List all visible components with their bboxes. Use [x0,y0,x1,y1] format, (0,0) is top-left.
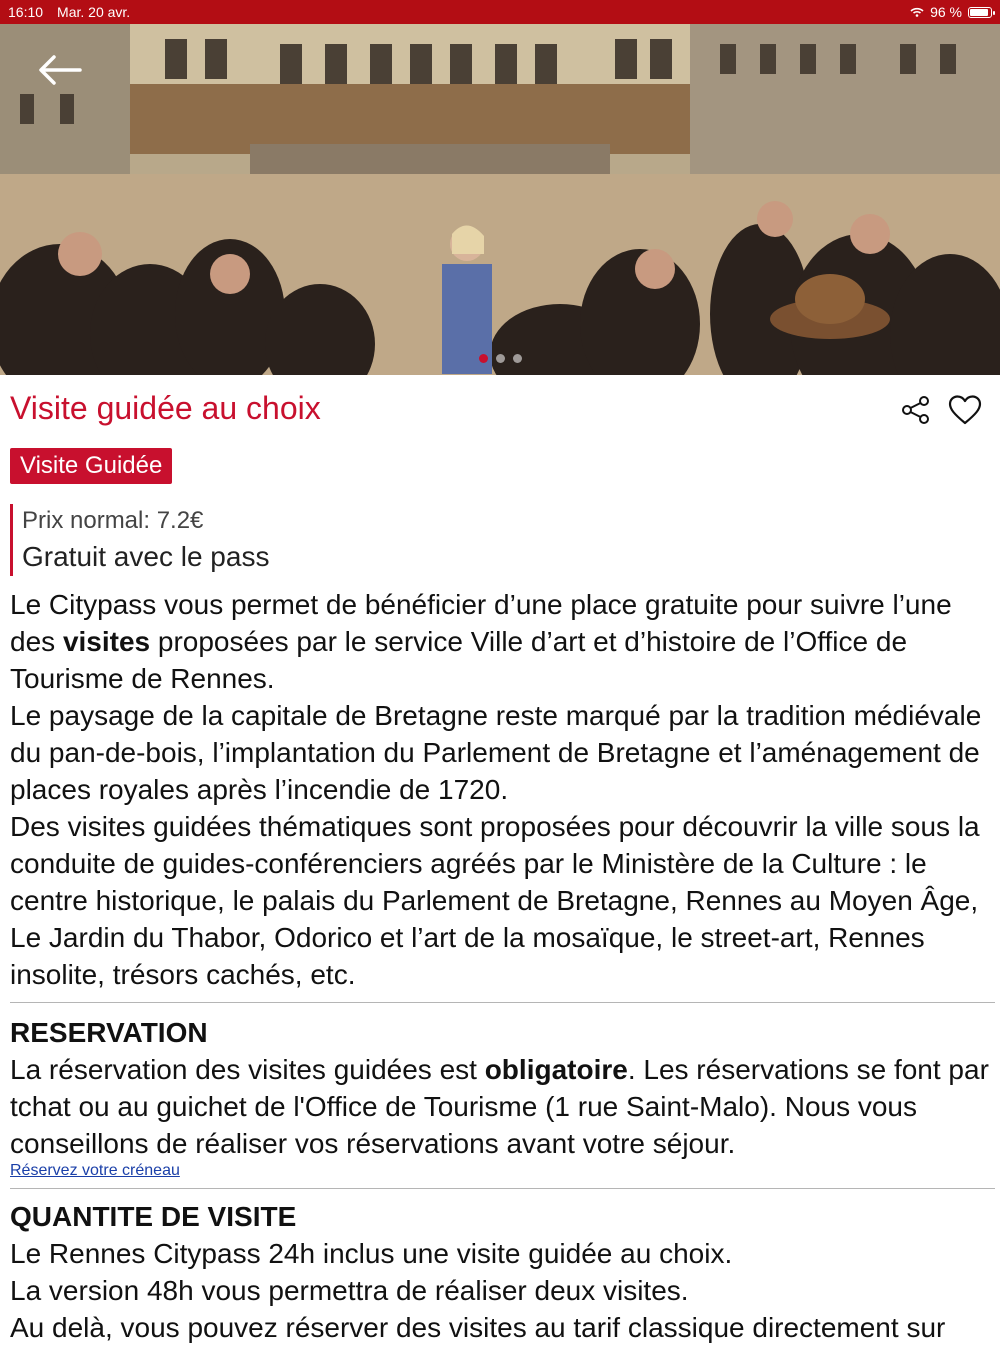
divider [10,1188,995,1189]
description-content [10,586,995,1346]
quantity-line2: La version 48h vous permettra de réaliser deux visites. [10,1275,689,1306]
price-pass: Gratuit avec le pass [22,541,270,572]
page-title: Visite guidée au choix [10,390,321,426]
status-time: 16:10 [8,4,44,20]
status-right [910,4,992,20]
reservation-text-start: La réservation des visites guidées est [10,1054,485,1085]
reserve-slot-link[interactable]: Réservez votre créneau [10,1162,180,1179]
battery-icon [968,7,992,18]
wifi-icon [910,7,924,17]
hero-scene [0,24,1000,375]
heart-icon[interactable] [948,394,982,426]
description-p1-text: Le Citypass vous permet de bénéficier d’une place gratuite pour suivre l’une des [10,589,952,657]
share-icon[interactable] [900,394,932,426]
carousel-dot[interactable] [479,354,488,363]
reservation-text-bold: obligatoire [484,1054,628,1085]
description-p1-text-end: proposées par le service Ville d’art et d’histoire de l’Office de Tourisme de Rennes. [10,626,908,694]
carousel-dot[interactable] [513,354,522,363]
status-date: Mar. 20 avr. [57,4,131,20]
divider [10,1002,995,1003]
description-p3: Des visites guidées thématiques sont proposées pour découvrir la ville sous la conduite de guides-conférenciers agréés par le Ministère de la Culture : le centre historique, le palais du Parlement de Bretagne, Rennes au Moyen Âge, Le Jardin du Thabor, Odorico et l’art de la mosaïque, le street-art, Rennes insolite, trésors cachés, etc. [10,811,980,990]
status-bar [0,0,1000,24]
carousel-dots[interactable] [0,354,1000,363]
quantity-line3: Au delà, vous pouvez réserver des visites au tarif classique directement sur [10,1312,946,1343]
category-badge: Visite Guidée [10,448,172,484]
reservation-text-end: . Les réservations se font par tchat ou au guichet de l'Office de Tourisme (1 rue Saint-Malo). Nous vous conseillons de réaliser vos réservations avant votre séjour. [10,1054,989,1159]
carousel-dot[interactable] [496,354,505,363]
description-p2: Le paysage de la capitale de Bretagne reste marqué par la tradition médiévale du pan-de-bois, l’implantation du Parlement de Bretagne et l’aménagement de places royales après l’incendie de 1720. [10,700,982,805]
quantity-heading: QUANTITE DE VISITE [10,1201,297,1232]
reservation-heading: RESERVATION [10,1017,208,1048]
battery-percent: 96 % [930,4,962,20]
hero-image[interactable] [0,24,1000,375]
back-arrow-icon[interactable] [36,52,84,88]
price-normal: Prix normal: 7.2€ [22,507,204,534]
quantity-line1: Le Rennes Citypass 24h inclus une visite guidée au choix. [10,1238,733,1269]
description-p1 [10,586,995,697]
battery-fill [970,9,988,16]
reservation-text [10,1051,995,1162]
price-block [10,504,269,576]
description-p1-bold: visites [62,626,151,657]
